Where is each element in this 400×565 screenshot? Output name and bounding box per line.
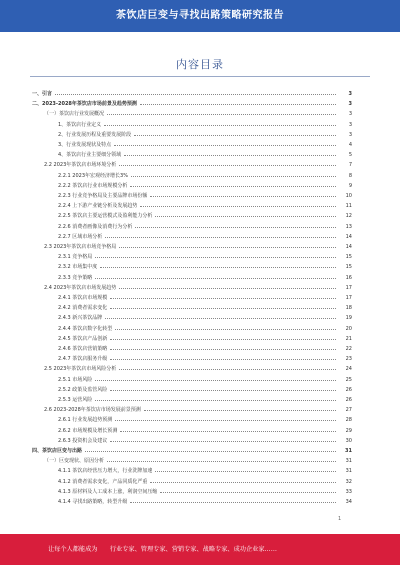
toc-entry[interactable] [58,121,352,129]
toc-entry-page: 3 [348,91,352,97]
toc-entry[interactable] [44,365,352,373]
toc-entry-title: 2.6 2023-2028年茶饮店市场发展前景预测 [44,407,141,414]
toc-leader-dots [107,461,336,462]
toc-entry-title: 四、茶饮店巨变与出路 [32,448,83,454]
toc-entry-title: 2.6.1 行业发展趋势预测 [58,417,113,424]
toc-entry[interactable] [58,498,352,506]
toc-entry-title: 2.2.5 茶饮店主要运营模式及盈利能力分析 [58,213,153,220]
toc-entry-page: 14 [345,244,352,250]
toc-leader-dots [130,186,336,187]
toc-entry-page: 4 [348,142,352,148]
toc-entry[interactable] [44,161,352,169]
toc-entry-title: 2.4.2 消费者需求变化 [58,305,108,312]
toc-entry-page: 18 [345,305,352,312]
toc-entry[interactable] [58,294,352,302]
toc-leader-dots [95,257,336,258]
toc-entry[interactable] [58,202,352,210]
toc-leader-dots [95,380,336,381]
toc-entry-title: 4.1.3 原材料及人工成本上涨，利润空间压缩 [58,488,158,495]
toc-entry-page: 26 [345,386,352,393]
toc-leader-dots [120,431,336,432]
toc-leader-dots [95,278,336,279]
toc-entry-page: 25 [345,376,352,383]
toc-entry-title: 2.5 2023年茶饮店市场风险分析 [44,366,117,373]
toc-entry-page: 27 [345,407,352,414]
toc-entry[interactable] [58,182,352,190]
footer-slogan: 让每个人都能成为 行业专家、管理专家、营销专家、战略专家、成功企业家…… [48,546,277,553]
toc-entry-title: 2.2.1 2023年宏观经济增长3% [58,172,128,179]
toc-entry[interactable] [32,90,352,98]
toc-entry[interactable] [58,274,352,282]
toc-entry[interactable] [58,345,352,353]
toc-entry-page: 17 [345,284,352,291]
toc-entry[interactable] [32,100,352,108]
toc-entry-title: 2.4.7 茶饮店服务升级 [58,356,108,363]
toc-leader-dots [131,176,336,177]
toc-entry-page: 16 [345,274,352,281]
toc-entry-title: 2.2 2023年茶饮店市场环境分析 [44,162,117,169]
toc-entry-page: 33 [345,488,352,495]
toc-entry[interactable] [58,212,352,220]
toc-entry-page: 14 [345,233,352,240]
toc-entry-page: 31 [345,458,352,465]
toc-entry-title: 2.2.2 茶饮店行业市场规模分析 [58,182,128,189]
toc-entry[interactable] [44,457,352,465]
toc-entry[interactable] [44,110,352,118]
toc-entry-page: 15 [345,254,352,261]
toc-entry-title: 2.4.5 茶饮店产品创新 [58,335,108,342]
toc-entry[interactable] [58,427,352,435]
toc-entry-title: 2.6.3 投资机会及建议 [58,437,108,444]
toc-entry[interactable] [58,416,352,424]
toc-leader-dots [110,349,336,350]
toc-leader-dots [100,267,336,268]
toc-entry-title: 2.4.4 茶饮店数字化转型 [58,325,113,332]
toc-entry-page: 31 [345,448,352,454]
toc-entry-title: 2.2.6 消费者画像及消费行为分析 [58,223,133,230]
toc-leader-dots [110,359,336,360]
toc-entry-page: 7 [348,162,352,169]
toc-leader-dots [105,237,336,238]
toc-entry-title: 2、行业发展历程及重要发展阶段 [58,131,132,138]
toc-entry[interactable] [58,396,352,404]
toc-entry[interactable] [58,355,352,363]
toc-entry-title: 2.4.6 茶饮店营销策略 [58,346,108,352]
toc-entry-page: 26 [345,397,352,403]
toc-entry[interactable] [58,386,352,394]
toc-entry-page: 11 [345,203,352,210]
toc-leader-dots [135,227,336,228]
toc-entry[interactable] [58,437,352,445]
toc-entry-page: 3 [348,101,352,108]
toc-entry[interactable] [58,131,352,139]
toc-leader-dots [140,104,336,105]
toc-entry-title: 2.2.4 上下游产业链分析及发展趋势 [58,203,138,210]
toc-leader-dots [110,441,336,442]
toc-entry-title: 4.1.4 寻找出路策略，转型升级 [58,499,128,505]
toc-leader-dots [155,216,336,217]
toc-entry[interactable] [58,233,352,241]
toc-entry-title: 2.4.1 茶饮店市场规模 [58,295,108,301]
toc-entry-page: 21 [345,335,352,342]
toc-leader-dots [119,247,336,248]
toc-entry[interactable] [58,192,352,200]
toc-leader-dots [144,410,336,411]
toc-entry-title: 4.1.2 消费者需求变化，产品同质化严重 [58,478,148,485]
toc-leader-dots [150,196,336,197]
toc-entry[interactable] [58,467,352,475]
toc-entry-page: 22 [345,346,352,352]
toc-leader-dots [119,369,336,370]
toc-leader-dots [107,114,336,115]
toc-entry-page: 13 [345,223,352,230]
toc-entry-page: 34 [345,499,352,505]
toc-entry[interactable] [58,314,352,322]
toc-leader-dots [119,165,336,166]
toc-leader-dots [85,451,336,452]
toc-entry-title: 2.4.3 新兴茶饮品牌 [58,315,103,322]
toc-entry-title: 4、茶饮店行业主要细分领域 [58,152,122,159]
toc-leader-dots [119,288,336,289]
toc-leader-dots [160,492,336,493]
toc-leader-dots [150,482,336,483]
toc-leader-dots [110,390,336,391]
toc-entry-title: 2.2.7 区域市场分析 [58,233,103,240]
toc-entry-page: 23 [345,356,352,363]
toc-entry-title: 2.5.3 运营风险 [58,397,93,403]
toc-entry-page: 3 [348,121,352,128]
toc-entry-title: 一、引言 [32,91,53,97]
toc-entry[interactable] [44,243,352,251]
toc-leader-dots [155,471,336,472]
toc-heading: 内容目录 [176,58,224,71]
toc-entry-page: 31 [345,468,352,475]
toc-entry-page: 10 [345,193,352,199]
page-number: 1 [338,516,342,522]
toc-entry-title: 2.3.1 竞争格局 [58,254,93,261]
toc-entry[interactable] [44,406,352,414]
toc-leader-dots [110,308,336,309]
toc-leader-dots [124,155,336,156]
toc-entry-page: 3 [348,111,352,118]
toc-leader-dots [134,135,336,136]
toc-entry-title: 3、行业发展现状及特点 [58,142,112,148]
toc-entry[interactable] [58,325,352,333]
toc-leader-dots [55,94,336,95]
toc-entry-title: 2.3.3 竞争策略 [58,274,93,281]
toc-entry-page: 9 [348,182,352,189]
toc-entry-page: 15 [345,264,352,271]
toc-entry-title: 2.5.1 市场风险 [58,376,93,383]
toc-entry-page: 30 [345,437,352,444]
toc-entry-title: 2.3.2 市场集中度 [58,264,98,271]
toc-entry-page: 17 [345,295,352,301]
toc-entry-page: 28 [345,417,352,424]
toc-entry-page: 8 [348,172,352,179]
toc-leader-dots [95,400,336,401]
toc-entry-page: 3 [348,131,352,138]
toc-entry-title: 二、2023-2028年茶饮店市场前景及趋势预测 [32,101,137,108]
toc-entry[interactable] [58,478,352,486]
toc-entry-title: 2.2.3 行业竞争格局及主要品牌市场份额 [58,193,148,199]
toc-entry-page: 19 [345,315,352,322]
toc-entry[interactable] [58,304,352,312]
toc-leader-dots [130,502,336,503]
toc-entry-title: 2.3 2023年茶饮店市场竞争格局 [44,244,117,250]
document-title: 茶饮店巨变与寻找出路策略研究报告 [116,10,284,21]
toc-entry-title: （一）茶饮店行业发展概况 [44,111,105,118]
toc-leader-dots [105,318,336,319]
toc-entry[interactable] [58,376,352,384]
toc-entry[interactable] [58,141,352,149]
toc-leader-dots [110,298,336,299]
toc-entry-page: 5 [348,152,352,159]
toc-entry-page: 12 [345,213,352,220]
toc-entry-title: 1、茶饮店行业定义 [58,121,102,128]
toc-entry-page: 32 [345,478,352,485]
toc-entry[interactable] [58,223,352,231]
toc-entry-page: 20 [345,325,352,332]
toc-entry[interactable] [58,151,352,159]
footer-banner [0,534,400,565]
toc-entry-title: （一）巨变现状、原因分析 [44,458,105,465]
toc-leader-dots [140,206,336,207]
toc-entry[interactable] [58,488,352,496]
header-bar [0,0,400,32]
toc-entry[interactable] [58,263,352,271]
toc-entry-title: 2.4 2023年茶饮店市场发展趋势 [44,284,117,291]
toc-entry[interactable] [58,253,352,261]
toc-entry[interactable] [58,172,352,180]
toc-leader-dots [115,329,336,330]
toc-entry-page: 29 [345,427,352,434]
toc-leader-dots [104,125,336,126]
toc-divider [30,76,370,77]
toc-leader-dots [115,420,336,421]
toc-entry-title: 4.1.1 茶饮店经营压力增大，行业洗牌加速 [58,468,153,475]
toc-leader-dots [114,145,336,146]
toc-entry[interactable] [58,335,352,343]
toc-entry-title: 2.6.2 市场规模及增长预测 [58,427,118,434]
toc-entry[interactable] [44,284,352,292]
toc-entry-title: 2.5.2 政策及监管风险 [58,386,108,393]
toc-leader-dots [110,339,336,340]
toc-entry[interactable] [32,447,352,455]
toc-entry-page: 24 [345,366,352,373]
